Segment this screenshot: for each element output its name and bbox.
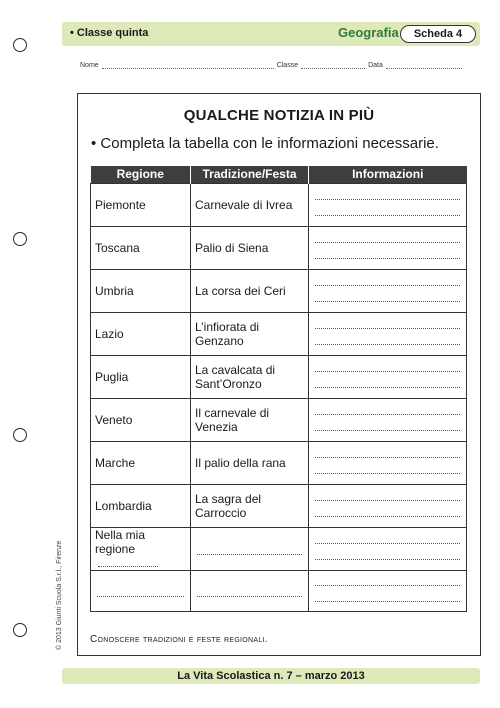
subject-title: Geografia [338,25,399,40]
custom-region-label: Nella mia regione [95,527,146,556]
information-cell[interactable] [309,570,467,611]
tradition-cell: La cavalcata di Sant’Oronzo [191,355,309,398]
class-field-label: Classe [276,62,299,69]
answer-line[interactable] [315,319,460,329]
class-label: • Classe quinta [70,27,149,39]
answer-line[interactable] [315,206,460,216]
date-label: Data [368,62,383,69]
table-row [91,441,467,484]
tradition-cell: L’infiorata di Genzano [191,312,309,355]
answer-line[interactable] [315,576,460,586]
information-cell[interactable] [309,355,467,398]
table-row [91,269,467,312]
date-field[interactable] [386,62,462,69]
answer-line[interactable] [315,534,460,544]
custom-region-input[interactable] [98,557,158,567]
region-cell: Veneto [91,398,191,441]
publication-footer: La Vita Scolastica n. 7 – marzo 2013 [62,668,480,684]
information-cell[interactable] [309,269,467,312]
tradition-input[interactable] [197,543,302,555]
region-cell: Toscana [91,226,191,269]
answer-line[interactable] [315,592,460,602]
table-row [91,312,467,355]
answer-line[interactable] [315,276,460,286]
class-field[interactable] [301,62,365,69]
answer-line[interactable] [315,448,460,458]
name-field[interactable] [102,62,274,69]
table-row [91,398,467,441]
answer-line[interactable] [315,507,460,517]
answer-line[interactable] [315,421,460,431]
table-row-custom-region [91,527,467,570]
sheet-badge: Scheda 4 [400,25,476,43]
information-cell[interactable] [309,398,467,441]
tradition-cell-blank[interactable] [191,527,309,570]
region-cell: Lombardia [91,484,191,527]
region-cell: Piemonte [91,183,191,226]
answer-line[interactable] [315,464,460,474]
answer-line[interactable] [315,190,460,200]
table-row [91,355,467,398]
answer-line[interactable] [315,249,460,259]
learning-objective: Conoscere tradizioni e feste regionali. [90,634,268,645]
answer-line[interactable] [315,292,460,302]
answer-line[interactable] [315,335,460,345]
tradition-cell: Carnevale di Ivrea [191,183,309,226]
answer-line[interactable] [315,233,460,243]
traditions-table [90,166,467,612]
information-cell[interactable] [309,441,467,484]
header-information: Informazioni [309,166,467,183]
information-cell[interactable] [309,226,467,269]
header-tradition: Tradizione/Festa [191,166,309,183]
region-cell: Umbria [91,269,191,312]
header-region: Regione [91,166,191,183]
tradition-cell-blank[interactable] [191,570,309,611]
binder-hole-upper-middle [13,232,27,246]
binder-hole-bottom [13,623,27,637]
answer-line[interactable] [315,405,460,415]
instruction-text: • Completa la tabella con le informazioni necessarie. [91,135,439,152]
tradition-input[interactable] [197,585,302,597]
table-row-blank [91,570,467,611]
information-cell[interactable] [309,484,467,527]
information-cell[interactable] [309,183,467,226]
answer-line[interactable] [315,362,460,372]
table-row [91,183,467,226]
tradition-cell: La sagra del Carroccio [191,484,309,527]
binder-hole-lower-middle [13,428,27,442]
region-cell-custom[interactable] [91,527,191,570]
region-cell: Lazio [91,312,191,355]
table-row [91,484,467,527]
tradition-cell: Il carnevale di Venezia [191,398,309,441]
information-cell[interactable] [309,312,467,355]
answer-line[interactable] [315,378,460,388]
region-cell: Marche [91,441,191,484]
name-label: Nome [80,62,99,69]
answer-line[interactable] [315,491,460,501]
tradition-cell: Il palio della rana [191,441,309,484]
copyright-notice: © 2013 Giunti Scuola S.r.l., Firenze [56,540,63,650]
answer-line[interactable] [315,550,460,560]
region-cell: Puglia [91,355,191,398]
tradition-cell: Palio di Siena [191,226,309,269]
tradition-cell: La corsa dei Ceri [191,269,309,312]
binder-hole-top [13,38,27,52]
information-cell[interactable] [309,527,467,570]
table-row [91,226,467,269]
page-title: QUALCHE NOTIZIA IN PIÙ [183,107,375,124]
table-header-row [91,166,467,183]
region-cell-blank[interactable] [91,570,191,611]
student-fields [80,62,478,69]
region-input[interactable] [97,585,184,597]
